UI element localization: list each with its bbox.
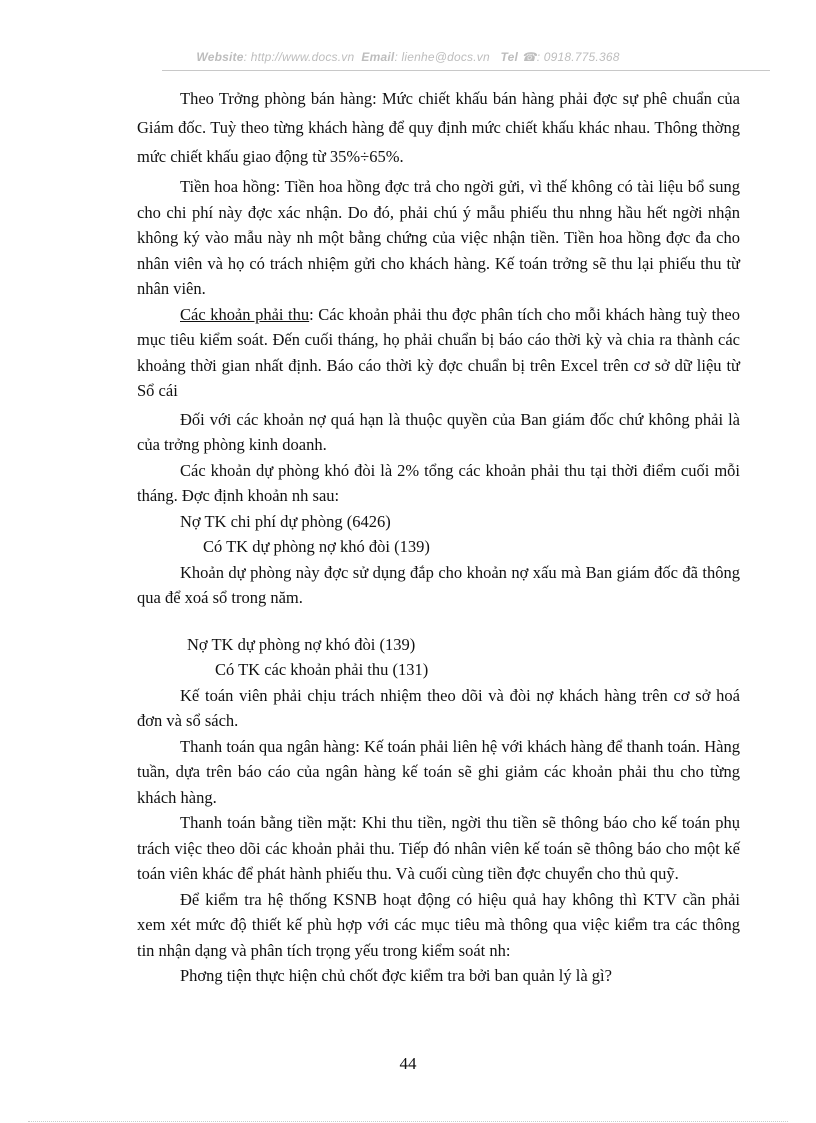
paragraph-discount-policy: Theo Trởng phòng bán hàng: Mức chiết khấu bán hàng phải đợc sự phê chuẩn của Giám đốc. Tuỳ theo từng khách hàng để quy định mức chiết khấu khác nhau. Thông thờng mức chiết khấu giao động từ 35%÷65%. — [137, 89, 740, 166]
paragraph-commission: Tiền hoa hồng: Tiền hoa hồng đợc trả cho ngời gửi, vì thế không có tài liệu bổ sung cho chi phí này đợc xác nhận. Do đó, phải chú ý mẫu phiếu thu nhng hầu hết ngời nhận không ký vào mẫu này nh một bằng chứng của việc nhận tiền. Tiền hoa hồng đợc đa cho nhân viên và họ có trách nhiệm gửi cho khách hàng. Kế toán trởng sẽ thu lại phiếu thu từ nhân viên. — [137, 177, 740, 298]
email-value: : lienhe@docs.vn — [394, 50, 490, 64]
paragraph-allowance: Các khoản dự phòng khó đòi là 2% tổng các khoản phải thu tại thời điểm cuối mỗi tháng. Đợc định khoản nh sau: — [137, 460, 740, 505]
journal-entry-1-debit: Nợ TK chi phí dự phòng (6426) — [180, 511, 391, 531]
paragraph-ksnb-check: Để kiểm tra hệ thống KSNB hoạt động có hiệu quả hay không thì KTV cần phải xem xét mức độ thiết kế phù hợp với các mục tiêu mà thông qua việc kiểm tra các thông tin nhận dạng và phân tích trọng yếu trong kiểm soát nh: — [137, 889, 740, 960]
journal-entry-1-credit: Có TK dự phòng nợ khó đòi (139) — [203, 537, 430, 556]
phone-icon: ☎ — [521, 50, 537, 64]
email-label: Email — [361, 50, 395, 64]
paragraph-overdue: Đối với các khoản nợ quá hạn là thuộc quyền của Ban giám đốc chứ không phải là của trởng phòng kinh doanh. — [137, 409, 740, 454]
website-value: : http://www.docs.vn — [243, 50, 355, 64]
paragraph-cash-payment: Thanh toán bằng tiền mặt: Khi thu tiền, ngời thu tiền sẽ thông báo cho kế toán phụ trách việc theo dõi các khoản phải thu. Tiếp đó nhân viên kế toán sẽ thông báo cho một kế toán viên khác để phát hành phiếu thu. Và cuối cùng tiền đợc chuyển cho thủ quỹ. — [137, 813, 740, 883]
journal-entry-2-credit: Có TK các khoản phải thu (131) — [215, 660, 429, 679]
journal-entry-2-debit: Nợ TK dự phòng nợ khó đòi (139) — [187, 634, 416, 654]
tel-value: : 0918.775.368 — [536, 50, 620, 64]
footer-divider — [28, 1121, 788, 1122]
paragraph-accountant-duty: Kế toán viên phải chịu trách nhiệm theo dõi và đòi nợ khách hàng trên cơ sở hoá đơn và sổ sách. — [137, 685, 740, 730]
paragraph-allowance-usage: Khoản dự phòng này đợc sử dụng đắp cho khoản nợ xấu mà Ban giám đốc đã thông qua để xoá sổ trong năm. — [137, 562, 740, 607]
receivables-heading: Các khoản phải thu — [180, 304, 310, 324]
header-divider — [162, 70, 770, 71]
page-number: 44 — [399, 1054, 417, 1073]
page-header — [0, 50, 816, 64]
paragraph-bank-payment: Thanh toán qua ngân hàng: Kế toán phải liên hệ với khách hàng để thanh toán. Hàng tuần, dựa trên báo cáo của ngân hàng kế toán sẽ ghi giảm các khoản phải thu cho từng khách hàng. — [137, 736, 740, 807]
receivables-text: : Các khoản phải thu đợc phân tích cho mỗi khách hàng tuỳ theo mục tiêu kiểm soát. Đến cuối tháng, họ phải chuẩn bị báo cáo thời kỳ và chia ra thành các khoảng thời gian nhất định. Báo cáo thời kỳ đợc chuẩn bị trên Excel trên cơ sở dữ liệu từ Sổ cái — [137, 304, 740, 400]
paragraph-receivables — [137, 302, 740, 404]
website-label: Website — [196, 50, 244, 64]
document-body — [137, 84, 740, 989]
paragraph-question: Phơng tiện thực hiện chủ chốt đợc kiểm tra bởi ban quản lý là gì? — [180, 966, 612, 985]
tel-label: Tel — [500, 50, 518, 64]
